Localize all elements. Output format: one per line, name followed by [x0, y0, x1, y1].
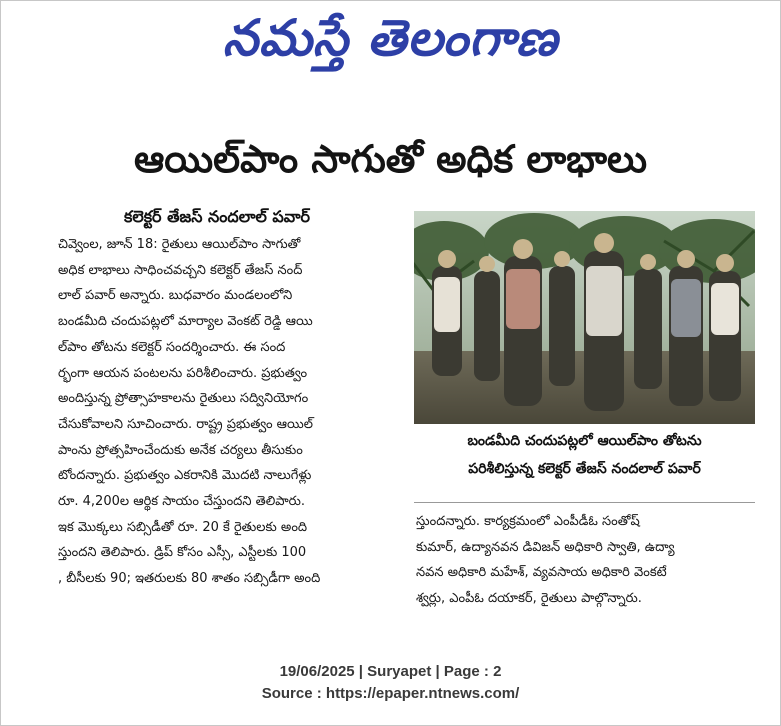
article-line: కుమార్, ఉద్యానవన డివిజన్ అధికారి స్వాతి, ఉద్యా: [416, 539, 675, 555]
article-line: చివ్వెంల, జూన్ 18: రైతులు ఆయిల్‌పాం సాగుతో: [58, 237, 301, 252]
article-body-left: [58, 232, 394, 592]
article-line: స్తుందన్నారు. కార్యక్రమంలో ఎంపీడీఓ సంతోష్: [416, 514, 640, 529]
article-line: బండమీది చందుపట్లలో మార్యాల వెంకట్ రెడ్డి ఆయి: [58, 314, 313, 330]
article-line: పాంను ప్రోత్సహించేందుకు అనేక చర్యలు తీసుకుం: [58, 442, 303, 458]
article-body-right: [416, 509, 748, 612]
article-line: ర్భంగా ఆయన పంటలను పరిశీలించారు. ప్రభుత్వం: [58, 365, 308, 381]
photo-caption: [414, 427, 755, 499]
article-byline: కలెక్టర్ తేజస్ నందలాల్ పవార్: [124, 207, 310, 226]
news-photo: [414, 211, 755, 424]
footer-source-link[interactable]: Source : https://epaper.ntnews.com/: [261, 685, 520, 702]
footer-date-edition: 19/06/2025 | Suryapet | Page : 2: [279, 663, 502, 680]
article-line: అందిస్తున్న ప్రోత్సాహకాలను రైతులు సద్వినియోగం: [58, 391, 309, 407]
article-line: రూ. 4,200ల ఆర్థిక సాయం చేస్తుందని తెలిపారు.: [58, 494, 305, 510]
caption-line: బండమీది చందుపట్లలో ఆయిల్‌పాం తోటను: [467, 433, 702, 449]
article-line: అధిక లాభాలు సాధించవచ్చని కలెక్టర్ తేజస్ నంద్: [58, 262, 303, 278]
article-line: ఇక మొక్కలు సబ్సిడీతో రూ. 20 కే రైతులకు అంది: [58, 519, 308, 535]
article-line: స్తుందని తెలిపారు. డ్రిప్ కోసం ఎస్సీ, ఎస్టీలకు 100: [58, 545, 307, 561]
caption-line: పరిశీలిస్తున్న కలెక్టర్ తేజస్ నందలాల్ పవార్: [468, 461, 701, 477]
article-line: చేసుకోవాలని సూచించారు. రాష్ట్ర ప్రభుత్వం ఆయిల్: [58, 416, 313, 432]
article-line: నవన అధికారి మహేశ్, వ్యవసాయ అధికారి వెంకటే: [416, 565, 667, 581]
article-line: శ్వర్లు, ఎంపీఓ దయాకర్, రైతులు పాల్గొన్నారు.: [416, 591, 642, 607]
article-line: లాల్ పవార్ అన్నారు. బుధవారం మండలంలోని: [58, 288, 293, 304]
article-line: , బీసీలకు 90; ఇతరులకు 80 శాతం సబ్సిడీగా అంది: [58, 571, 321, 587]
newspaper-masthead: నమస్తే తెలంగాణ: [222, 9, 559, 67]
article-headline: ఆయిల్‌పాం సాగుతో అధిక లాభాలు: [133, 137, 648, 181]
article-line: టోందన్నారు. ప్రభుత్వం ఎకరానికి మొదటి నాలుగేళ్లు: [58, 468, 312, 484]
caption-divider: [414, 502, 755, 503]
article-line: ల్‌పాం తోటను కలెక్టర్ సందర్శించారు. ఈ సంద: [58, 339, 286, 355]
